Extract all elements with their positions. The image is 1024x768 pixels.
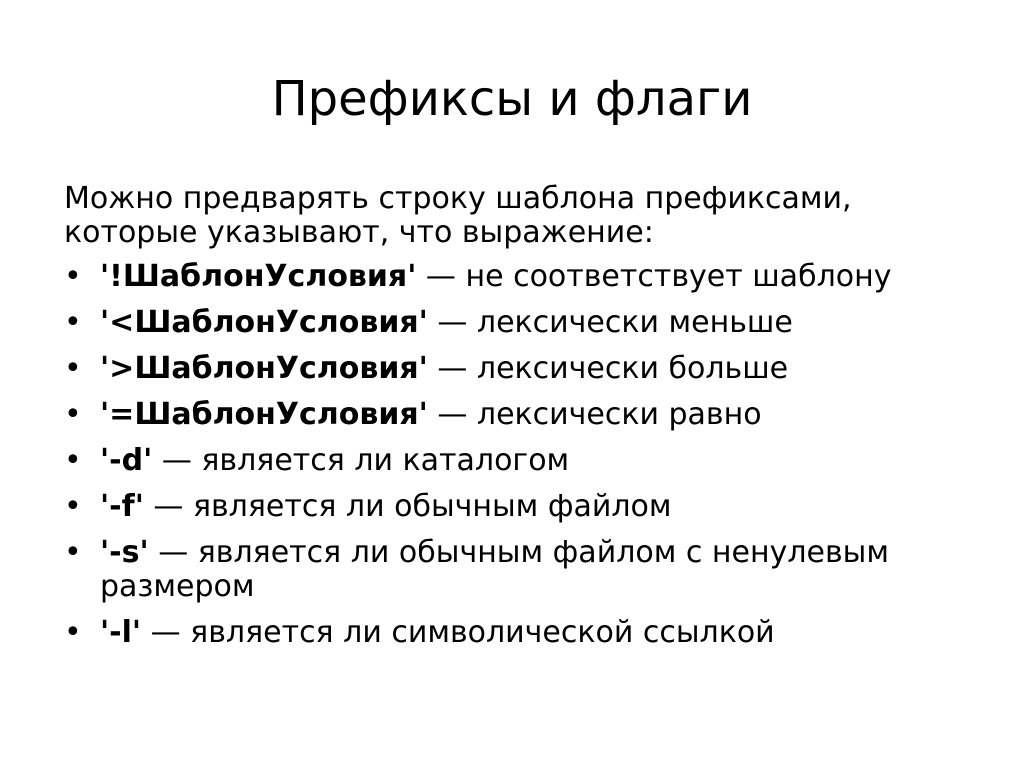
item-description: — лексически больше xyxy=(427,351,789,386)
bullet-icon: • xyxy=(64,397,82,432)
item-description: — не соответствует шаблону xyxy=(416,259,892,294)
list-item xyxy=(64,398,964,432)
item-term: '=ШаблонУсловия' xyxy=(100,397,428,432)
item-description: — лексически меньше xyxy=(427,305,793,340)
bullet-list xyxy=(64,260,964,650)
list-item xyxy=(64,444,964,478)
list-item xyxy=(64,616,964,650)
item-description: — является ли каталогом xyxy=(152,443,570,478)
slide-content xyxy=(64,182,964,662)
item-term: '!ШаблонУсловия' xyxy=(100,259,417,294)
slide-title: Префиксы и флаги xyxy=(271,71,753,127)
list-item xyxy=(64,260,964,294)
bullet-icon: • xyxy=(64,305,82,340)
bullet-icon: • xyxy=(64,351,82,386)
item-description: — является ли символической ссылкой xyxy=(141,615,775,650)
item-term: '>ШаблонУсловия' xyxy=(100,351,428,386)
item-description: — лексически равно xyxy=(427,397,762,432)
item-term: '-s' xyxy=(100,535,149,570)
item-description: — является ли обычным файлом xyxy=(143,489,672,524)
item-term: '-f' xyxy=(100,489,144,524)
item-description: — является ли обычным файлом с ненулевым размером xyxy=(100,535,889,604)
list-item xyxy=(64,490,964,524)
item-term: '<ШаблонУсловия' xyxy=(100,305,428,340)
list-item xyxy=(64,536,964,604)
item-term: '-d' xyxy=(100,443,153,478)
intro-text: Можно предварять строку шаблона префиксами, которые указывают, что выражение: xyxy=(64,181,852,250)
bullet-icon: • xyxy=(64,535,82,570)
item-term: '-l' xyxy=(100,615,142,650)
bullet-icon: • xyxy=(64,443,82,478)
bullet-icon: • xyxy=(64,489,82,524)
list-item xyxy=(64,306,964,340)
bullet-icon: • xyxy=(64,615,82,650)
list-item xyxy=(64,352,964,386)
bullet-icon: • xyxy=(64,259,82,294)
